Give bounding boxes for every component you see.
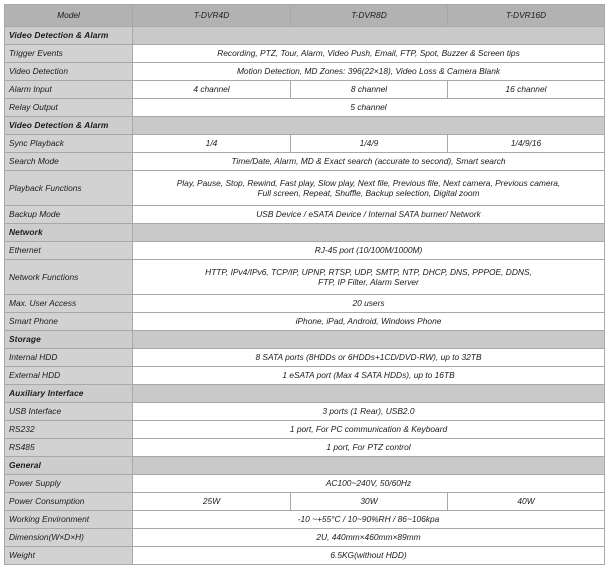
table-row bbox=[5, 367, 605, 385]
row-value: RJ-45 port (10/100M/1000M) bbox=[133, 242, 605, 260]
row-label: Max. User Access bbox=[5, 295, 133, 313]
column-header-model-3: T-DVR16D bbox=[448, 5, 605, 27]
row-value: 2U, 440mm×460mm×89mm bbox=[133, 529, 605, 547]
row-value-model-3: 40W bbox=[448, 493, 605, 511]
row-value-lines bbox=[137, 178, 600, 199]
table-row bbox=[5, 493, 605, 511]
row-value: -10 ~+55°C / 10~90%RH / 86~106kpa bbox=[133, 511, 605, 529]
row-label: Power Supply bbox=[5, 475, 133, 493]
row-value: iPhone, iPad, Android, Windows Phone bbox=[133, 313, 605, 331]
table-row bbox=[5, 63, 605, 81]
row-label: Weight bbox=[5, 547, 133, 565]
section-title: Video Detection & Alarm bbox=[5, 27, 133, 45]
section-title: General bbox=[5, 457, 133, 475]
row-label: Sync Playback bbox=[5, 135, 133, 153]
table-row bbox=[5, 529, 605, 547]
section-filler bbox=[133, 27, 605, 45]
table-row bbox=[5, 313, 605, 331]
table-row bbox=[5, 260, 605, 295]
table-row bbox=[5, 295, 605, 313]
section-header-row bbox=[5, 27, 605, 45]
row-label: External HDD bbox=[5, 367, 133, 385]
section-title: Storage bbox=[5, 331, 133, 349]
row-value-line-1: Play, Pause, Stop, Rewind, Fast play, Slow play, Next file, Previous file, Next camera, Previous camera, bbox=[176, 177, 561, 188]
row-label: USB Interface bbox=[5, 403, 133, 421]
row-label: Dimension(W×D×H) bbox=[5, 529, 133, 547]
row-value-lines bbox=[137, 267, 600, 288]
row-label: Search Mode bbox=[5, 153, 133, 171]
row-value-line-2: Full screen, Repeat, Shuffle, Backup selection, Digital zoom bbox=[257, 188, 480, 198]
specification-table bbox=[4, 4, 605, 565]
row-label: RS232 bbox=[5, 421, 133, 439]
table-row bbox=[5, 45, 605, 63]
row-value-model-3: 16 channel bbox=[448, 81, 605, 99]
row-value: 6.5KG(without HDD) bbox=[133, 547, 605, 565]
row-value: 1 eSATA port (Max 4 SATA HDDs), up to 16TB bbox=[133, 367, 605, 385]
section-header-row bbox=[5, 331, 605, 349]
table-row bbox=[5, 171, 605, 206]
row-label: Backup Mode bbox=[5, 206, 133, 224]
section-title: Network bbox=[5, 224, 133, 242]
table-header-row bbox=[5, 5, 605, 27]
section-filler bbox=[133, 331, 605, 349]
row-value: Time/Date, Alarm, MD & Exact search (accurate to second), Smart search bbox=[133, 153, 605, 171]
section-header-row bbox=[5, 224, 605, 242]
row-value-line-1: HTTP, IPv4/IPv6, TCP/IP, UPNP, RTSP, UDP, SMTP, NTP, DHCP, DNS, PPPOE, DDNS, bbox=[205, 266, 532, 277]
row-label: Network Functions bbox=[5, 260, 133, 295]
row-label: Relay Output bbox=[5, 99, 133, 117]
row-value-model-1: 1/4 bbox=[133, 135, 291, 153]
row-value-model-2: 1/4/9 bbox=[291, 135, 448, 153]
table-row bbox=[5, 206, 605, 224]
row-value-model-1: 4 channel bbox=[133, 81, 291, 99]
row-value-model-1: 25W bbox=[133, 493, 291, 511]
section-title: Video Detection & Alarm bbox=[5, 117, 133, 135]
column-header-model: Model bbox=[5, 5, 133, 27]
row-label: Working Environment bbox=[5, 511, 133, 529]
table-row bbox=[5, 403, 605, 421]
table-row bbox=[5, 421, 605, 439]
row-value-line-2: FTP, IP Filter, Alarm Server bbox=[318, 277, 419, 287]
row-value-model-3: 1/4/9/16 bbox=[448, 135, 605, 153]
section-filler bbox=[133, 385, 605, 403]
row-value bbox=[133, 260, 605, 295]
section-header-row bbox=[5, 117, 605, 135]
row-label: Video Detection bbox=[5, 63, 133, 81]
row-label: Smart Phone bbox=[5, 313, 133, 331]
table-row bbox=[5, 349, 605, 367]
row-value: Motion Detection, MD Zones: 396(22×18), Video Loss & Camera Blank bbox=[133, 63, 605, 81]
table-row bbox=[5, 81, 605, 99]
row-value bbox=[133, 171, 605, 206]
table-row bbox=[5, 135, 605, 153]
row-value: 1 port, For PC communication & Keyboard bbox=[133, 421, 605, 439]
row-label: Alarm Input bbox=[5, 81, 133, 99]
row-value: 20 users bbox=[133, 295, 605, 313]
section-header-row bbox=[5, 457, 605, 475]
table-row bbox=[5, 439, 605, 457]
section-filler bbox=[133, 224, 605, 242]
section-filler bbox=[133, 117, 605, 135]
row-value-model-2: 30W bbox=[291, 493, 448, 511]
row-label: RS485 bbox=[5, 439, 133, 457]
section-header-row bbox=[5, 385, 605, 403]
section-filler bbox=[133, 457, 605, 475]
row-label: Power Consumption bbox=[5, 493, 133, 511]
table-row bbox=[5, 153, 605, 171]
column-header-model-2: T-DVR8D bbox=[291, 5, 448, 27]
row-label: Trigger Events bbox=[5, 45, 133, 63]
row-value: AC100~240V, 50/60Hz bbox=[133, 475, 605, 493]
row-label: Ethernet bbox=[5, 242, 133, 260]
row-value: Recording, PTZ, Tour, Alarm, Video Push, Email, FTP, Spot, Buzzer & Screen tips bbox=[133, 45, 605, 63]
table-row bbox=[5, 475, 605, 493]
row-value-model-1: 5 channel bbox=[350, 102, 387, 113]
row-value: 8 SATA ports (8HDDs or 6HDDs+1CD/DVD-RW), up to 32TB bbox=[133, 349, 605, 367]
table-row bbox=[5, 242, 605, 260]
table-row bbox=[5, 511, 605, 529]
section-title: Auxiliary Interface bbox=[5, 385, 133, 403]
column-header-model-1: T-DVR4D bbox=[133, 5, 291, 27]
row-label: Internal HDD bbox=[5, 349, 133, 367]
row-value bbox=[133, 99, 605, 117]
row-value: 1 port, For PTZ control bbox=[133, 439, 605, 457]
row-value: 3 ports (1 Rear), USB2.0 bbox=[133, 403, 605, 421]
row-value-model-2: 8 channel bbox=[291, 81, 448, 99]
row-value: USB Device / eSATA Device / Internal SATA burner/ Network bbox=[133, 206, 605, 224]
table-row bbox=[5, 547, 605, 565]
row-label: Playback Functions bbox=[5, 171, 133, 206]
table-row bbox=[5, 99, 605, 117]
